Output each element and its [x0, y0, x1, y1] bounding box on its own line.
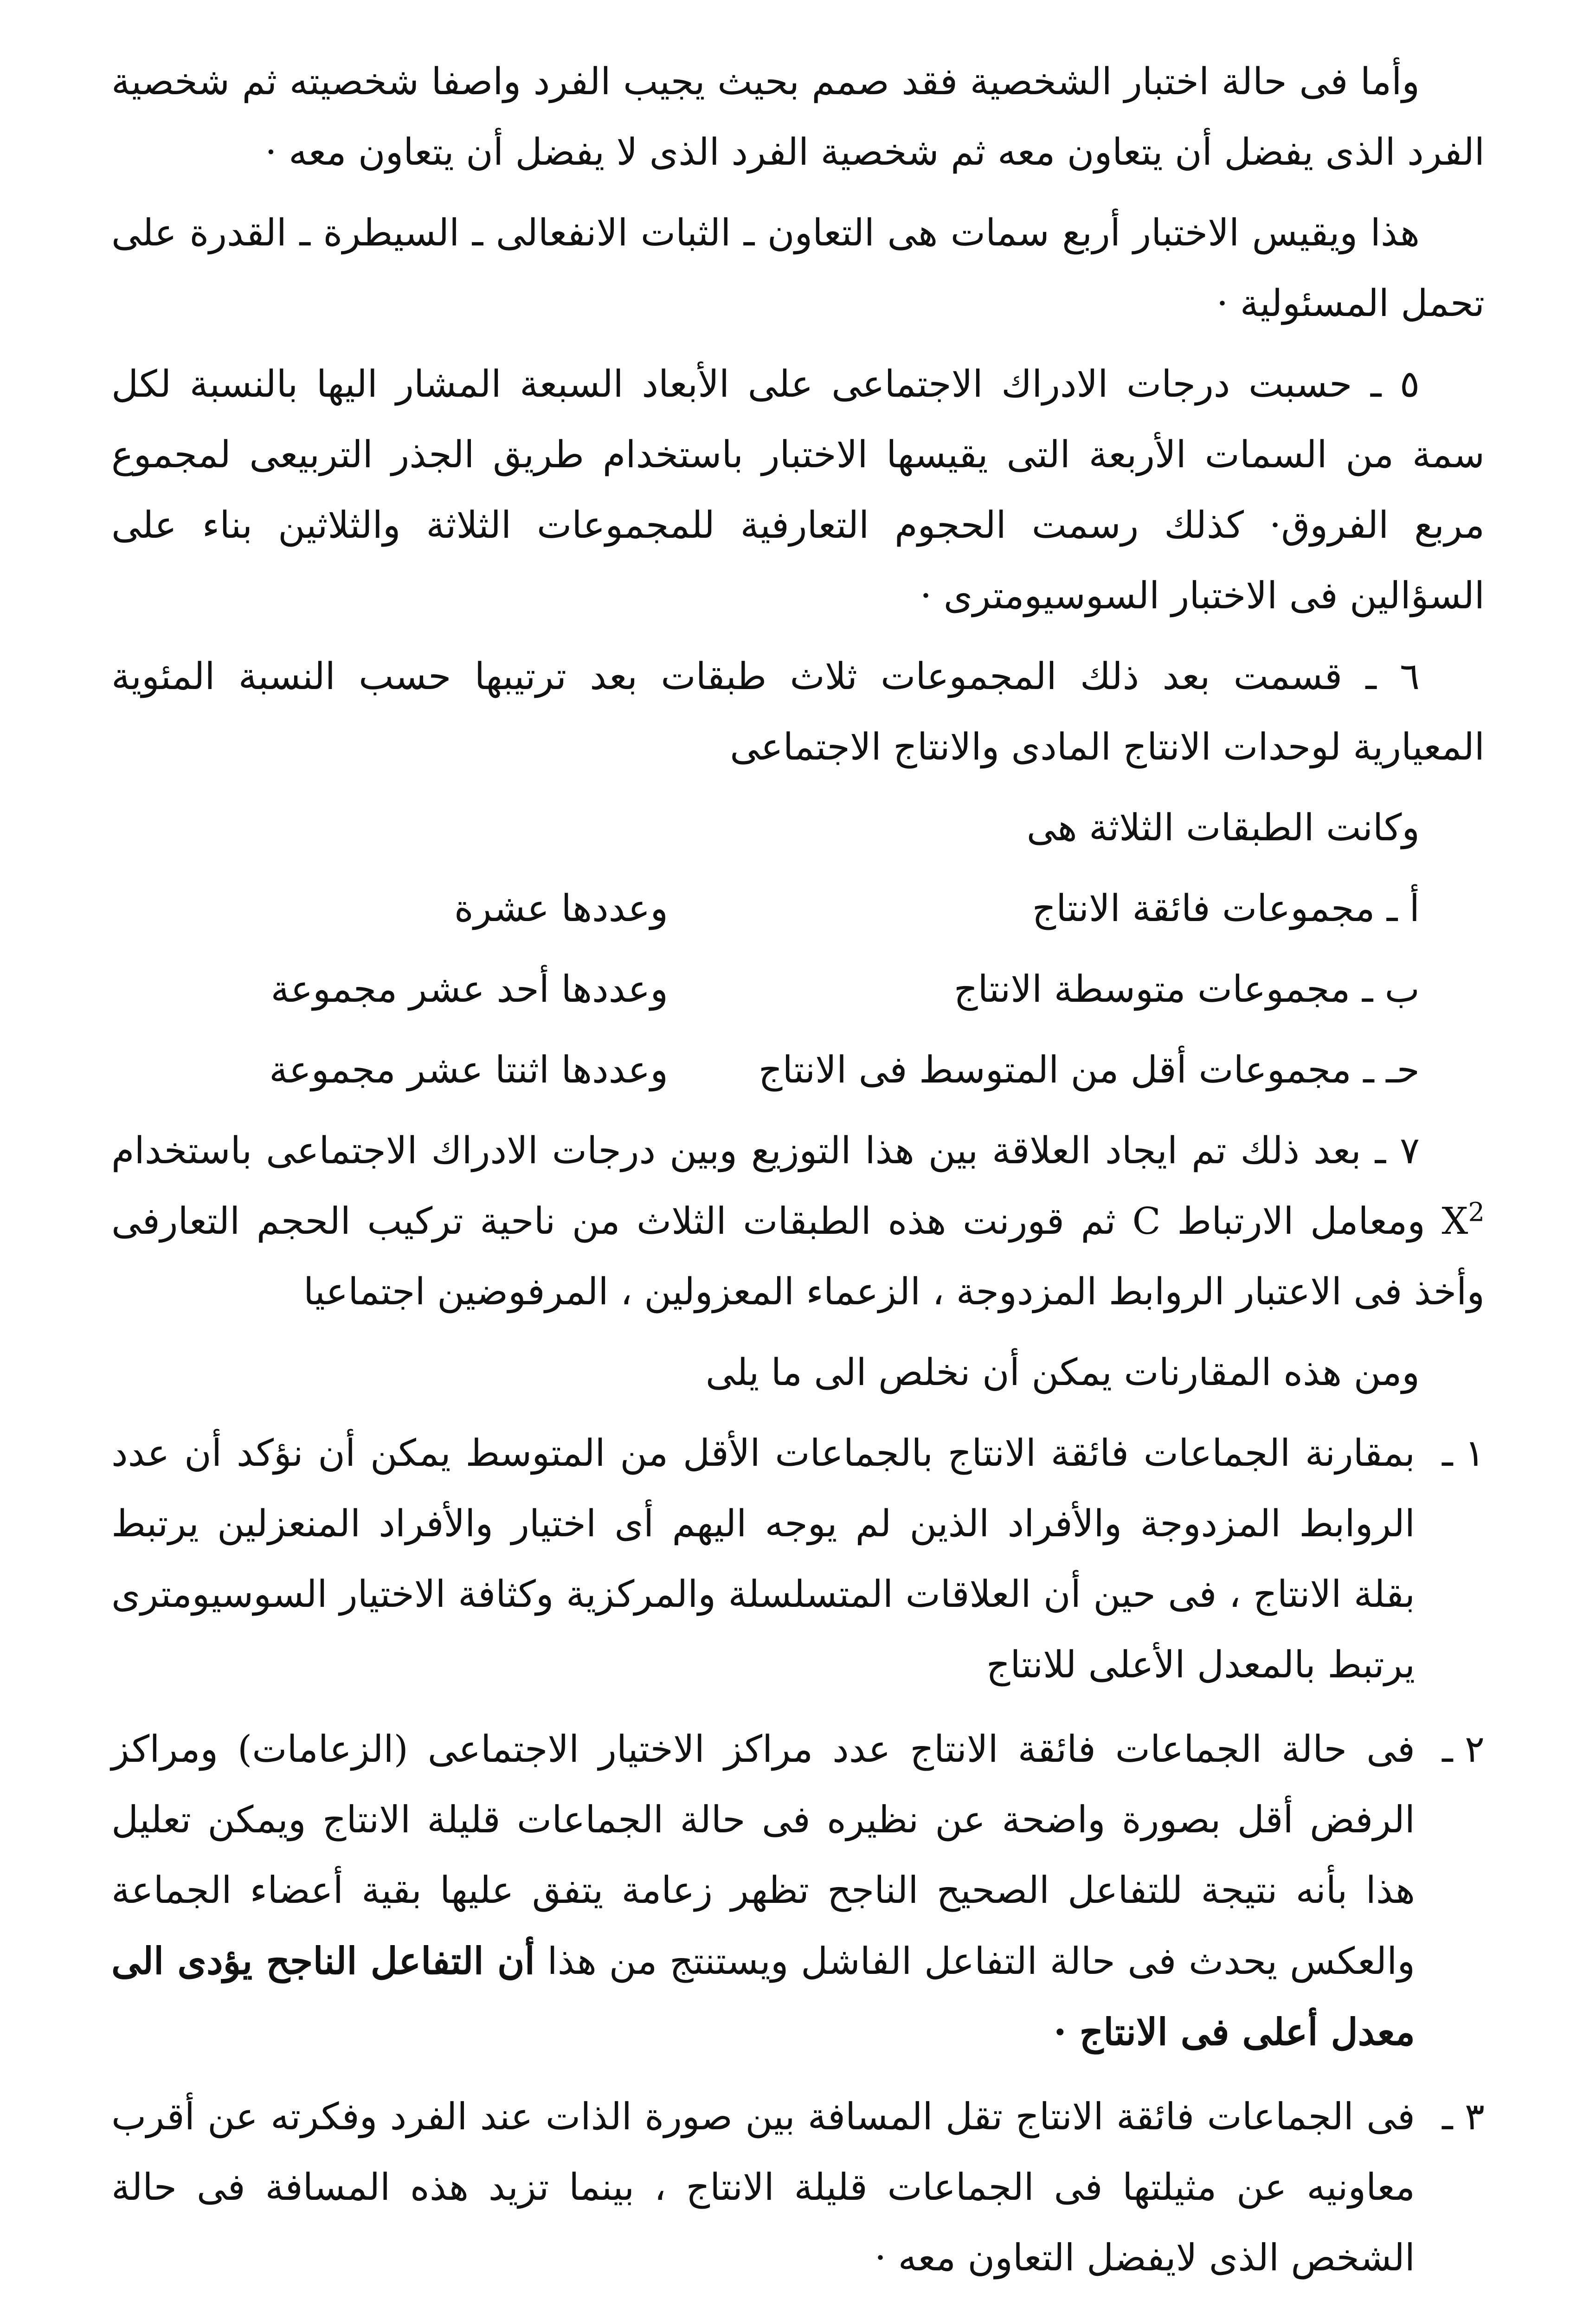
group-count: وعددها عشرة: [454, 887, 668, 930]
conclusions-list: [111, 1418, 1485, 2293]
groups-list: [111, 873, 1485, 1105]
paragraph-four-traits: هذا ويقيس الاختبار أربع سمات هى التعاون ـ الثبات الانفعالى ـ السيطرة ـ القدرة على تحمل المسئولية ·: [111, 211, 1485, 325]
group-name: أ ـ مجموعات فائقة الانتاج: [1032, 887, 1420, 930]
list-item-bold-conclusion: أن التفاعل الناجح يؤدى الى معدل أعلى فى الانتاج ·: [111, 1939, 1415, 2054]
list-item: [111, 1418, 1485, 1700]
paragraph-step-6: ٦ ـ قسمت بعد ذلك المجموعات ثلاث طبقات بعد ترتيبها حسب النسبة المئوية المعيارية لوحدات الانتاج المادى والانتاج الاجتماعى: [111, 655, 1485, 768]
group-row: [111, 873, 1420, 944]
group-row: [111, 1035, 1420, 1105]
chi-square-symbol: [1442, 1199, 1485, 1243]
list-item-text: بمقارنة الجماعات فائقة الانتاج بالجماعات الأقل من المتوسط يمكن أن نؤكد أن عدد الروابط المزدوجة والأفراد الذين لم يوجه اليهم أى اختيار والأفراد المنعزلين يرتبط بقلة الانتاج ، فى حين أن العلاقات المتسلسلة والمركزية وكثافة الاختيار السوسيومترى يرتبط بالمعدل الأعلى للانتاج: [111, 1431, 1416, 1686]
paragraph-step-5: ٥ ـ حسبت درجات الادراك الاجتماعى على الأبعاد السبعة المشار اليها بالنسبة لكل سمة من السمات الأربعة التى يقيسها الاختبار باستخدام طريق الجذر التربيعى لمجموع مربع الفروق· كذلك رسمت الحجوم التعارفية للمجموعات الثلاثة والثلاثين بناء على السؤالين فى الاختبار السوسيومترى ·: [111, 362, 1485, 617]
group-count: وعددها اثنتا عشر مجموعة: [269, 1048, 668, 1091]
paragraph-personality-test: وأما فى حالة اختبار الشخصية فقد صمم بحيث يجيب الفرد واصفا شخصيته ثم شخصية الفرد الذى يفضل أن يتعاون معه ثم شخصية الفرد الذى لا يفضل أن يتعاون معه ·: [111, 60, 1485, 174]
paragraph-three-strata: وكانت الطبقات الثلاثة هى: [1026, 806, 1420, 849]
group-row: [111, 954, 1420, 1025]
contingency-coefficient-symbol: C: [1132, 1199, 1161, 1243]
chi-square-exponent: 2: [1468, 1197, 1485, 1228]
paragraph-conclusions-intro: ومن هذه المقارنات يمكن أن نخلص الى ما يلى: [705, 1351, 1420, 1394]
list-item-number: ١ ـ: [1442, 1431, 1485, 1475]
step-7-text-d: ثم قورنت هذه الطبقات الثلاث من ناحية تركيب الحجم التعارفى وأخذ فى الاعتبار الروابط المزدوجة ، الزعماء المعزولين ، المرفوضين اجتماعيا: [111, 1199, 1485, 1313]
group-count: وعددها أحد عشر مجموعة: [270, 967, 668, 1011]
list-item: [111, 1714, 1485, 2068]
list-item-number: ٢ ـ: [1442, 1727, 1485, 1771]
group-name: حـ ـ مجموعات أقل من المتوسط فى الانتاج: [758, 1048, 1420, 1091]
chi-square-letter: X: [1442, 1199, 1468, 1243]
list-item-text: فى حالة الجماعات فائقة الانتاج عدد مراكز الاختيار الاجتماعى (الزعامات) ومراكز الرفض أقل بصورة واضحة عن نظيره فى حالة الجماعات قليلة الانتاج ويمكن تعليل هذا بأنه نتيجة للتفاعل الصحيح الناجح تظهر زعامة يتفق عليها بقية أعضاء الجماعة والعكس يحدث فى حالة التفاعل الفاشل ويستنتج من هذا: [111, 1727, 1415, 1983]
list-item-text: فى الجماعات فائقة الانتاج تقل المسافة بين صورة الذات عند الفرد وفكرته عن أقرب معاونيه عن مثيلتها فى الجماعات قليلة الانتاج ، بينما تزيد هذه المسافة فى حالة الشخص الذى لايفضل التعاون معه ·: [111, 2095, 1415, 2279]
paragraph-step-7: [111, 1115, 1485, 1327]
list-item: [111, 2082, 1485, 2293]
step-7-text-b: ومعامل الارتباط: [1177, 1199, 1425, 1243]
list-item-body: [111, 1714, 1415, 2068]
step-7-text-a: ٧ ـ بعد ذلك تم ايجاد العلاقة بين هذا التوزيع وبين درجات الادراك الاجتماعى باستخدام: [111, 1129, 1420, 1172]
group-name: ب ـ مجموعات متوسطة الانتاج: [953, 967, 1420, 1011]
list-item-number: ٣ ـ: [1442, 2095, 1485, 2138]
